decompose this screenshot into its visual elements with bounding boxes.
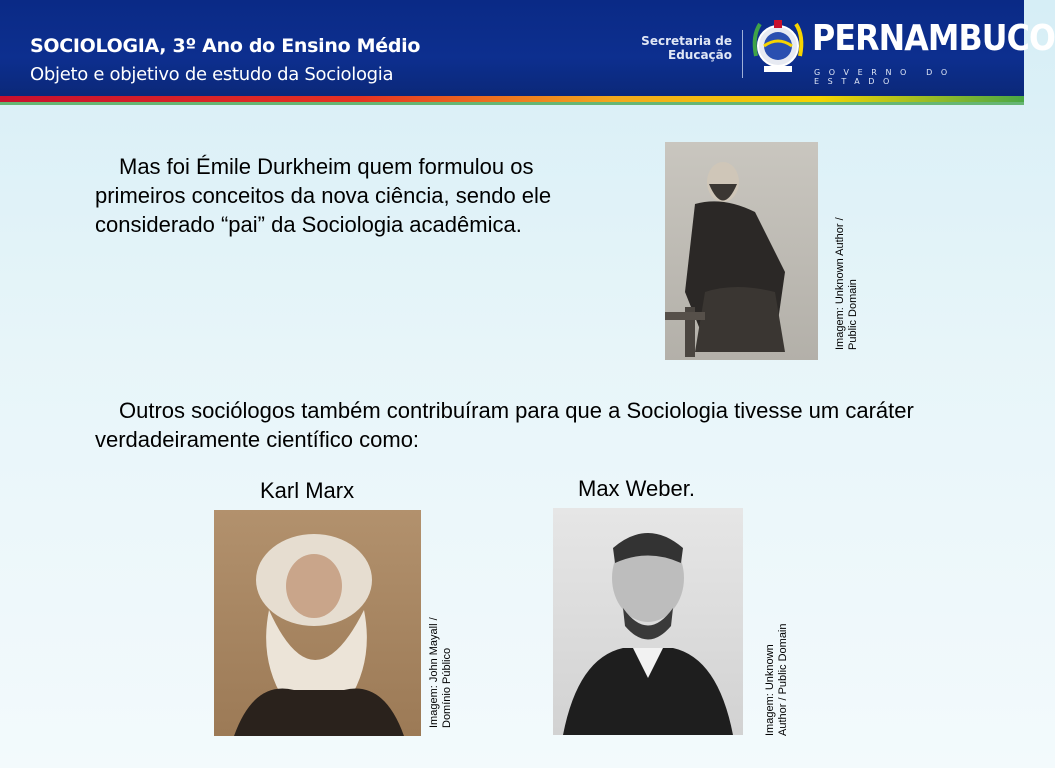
durkheim-credit-line1: Imagem: Unknown Author / (834, 217, 846, 350)
marx-credit-line1: Imagem: John Mayall / (428, 617, 440, 728)
weber-photo (553, 508, 743, 735)
durkheim-image-credit (834, 217, 860, 350)
marx-photo (214, 510, 421, 736)
slide-title: SOCIOLOGIA, 3º Ano do Ensino Médio (30, 35, 421, 57)
others-paragraph-text: Outros sociólogos também contribuíram para que a Sociologia tivesse um caráter verdadeiramente científico como: (95, 398, 914, 452)
state-name: PERNAMBUCO (812, 18, 1055, 59)
weber-credit-line1: Imagem: Unknown (764, 644, 776, 736)
secretaria-line1: Secretaria de (641, 34, 732, 48)
weber-credit-line2: Author / Public Domain (777, 623, 789, 736)
pernambuco-coat-of-arms-icon (750, 16, 806, 78)
marx-image-credit (428, 617, 454, 728)
header-divider (742, 30, 743, 78)
secretaria-line2: Educação (668, 48, 732, 62)
durkheim-paragraph-text: Mas foi Émile Durkheim quem formulou os primeiros conceitos da nova ciência, sendo ele considerado “pai” da Sociologia acadêmica. (95, 154, 552, 237)
durkheim-paragraph (95, 152, 625, 239)
weber-image-credit (764, 624, 790, 737)
state-tagline: GOVERNO DO ESTADO (814, 68, 956, 86)
durkheim-credit-line2: Public Domain (847, 279, 859, 350)
marx-credit-line2: Domínio Público (441, 647, 453, 728)
durkheim-photo (665, 142, 818, 360)
header-green-stripe (0, 102, 1024, 105)
marx-name-label: Karl Marx (260, 478, 355, 503)
others-paragraph (95, 396, 935, 454)
weber-name-label: Max Weber. (578, 476, 695, 501)
slide-subtitle: Objeto e objetivo de estudo da Sociologia (30, 64, 394, 85)
secretaria-label (640, 34, 732, 62)
